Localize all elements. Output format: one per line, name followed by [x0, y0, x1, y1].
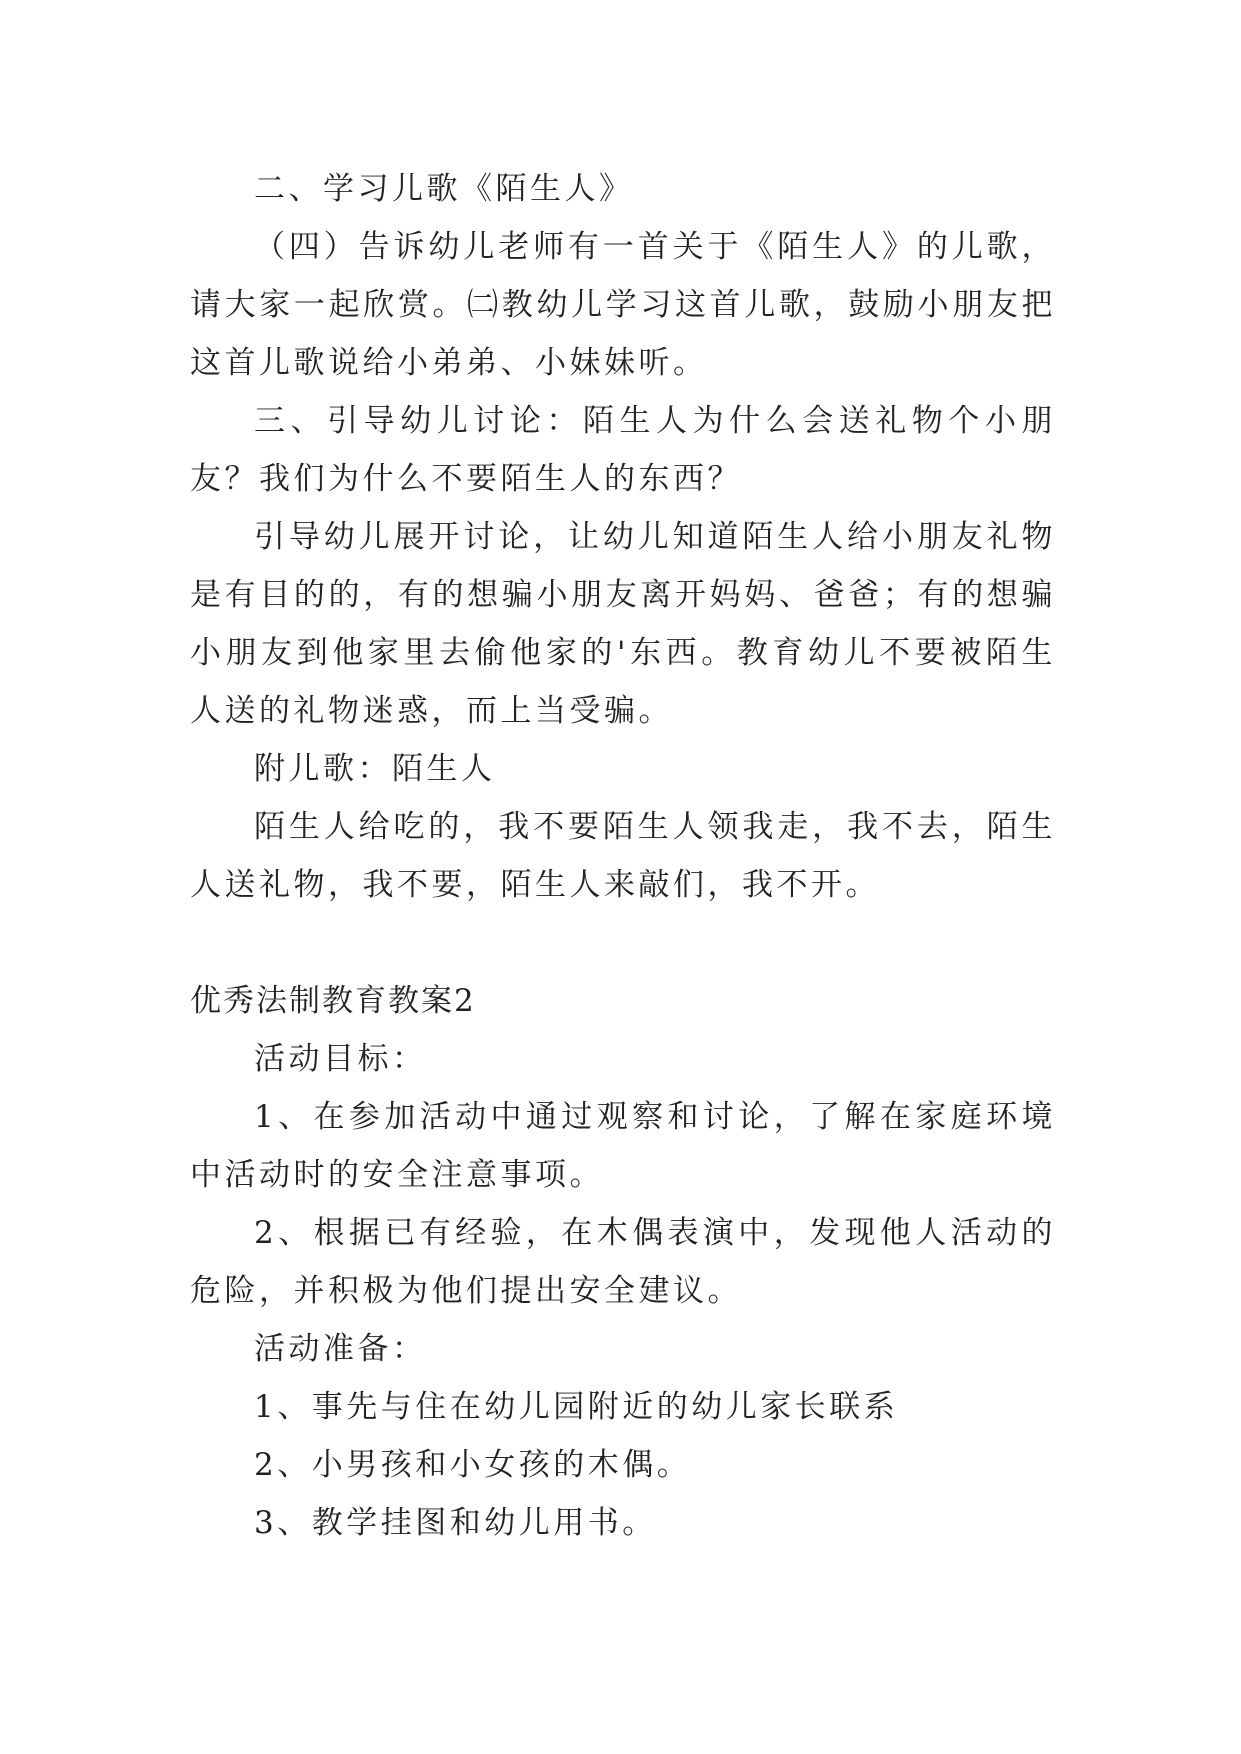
paragraph-song-intro: （四）告诉幼儿老师有一首关于《陌生人》的儿歌，请大家一起欣赏。㈡教幼儿学习这首儿歌，鼓励小朋友把这首儿歌说给小弟弟、小妹妹听。: [190, 229, 1056, 381]
goal-item-1: 1、在参加活动中通过观察和讨论，了解在家庭环境中活动时的安全注意事项。: [190, 1099, 1056, 1193]
section-heading-learn-song: 二、学习儿歌《陌生人》: [254, 171, 634, 207]
song-lyrics: 陌生人给吃的，我不要陌生人领我走，我不去，陌生人送礼物，我不要，陌生人来敲们，我不开。: [190, 809, 1056, 903]
preparation-item-3: 3、教学挂图和幼儿用书。: [254, 1505, 657, 1541]
goal-item-2: 2、根据已有经验，在木偶表演中，发现他人活动的危险，并积极为他们提出安全建议。: [190, 1215, 1056, 1309]
activity-goals-label: 活动目标：: [254, 1041, 427, 1077]
document-page: [190, 160, 1056, 1552]
preparation-item-1: 1、事先与住在幼儿园附近的幼儿家长联系: [254, 1389, 899, 1425]
preparation-item-2: 2、小男孩和小女孩的木偶。: [254, 1447, 692, 1483]
activity-preparation-label: 活动准备：: [254, 1331, 427, 1367]
document-section-title: 优秀法制教育教案2: [190, 983, 476, 1019]
song-title: 附儿歌：陌生人: [254, 751, 496, 787]
section-heading-discussion: 三、引导幼儿讨论：陌生人为什么会送礼物个小朋友？我们为什么不要陌生人的东西？: [190, 403, 1056, 497]
paragraph-discussion: 引导幼儿展开讨论，让幼儿知道陌生人给小朋友礼物是有目的的，有的想骗小朋友离开妈妈、爸爸；有的想骗小朋友到他家里去偷他家的'东西。教育幼儿不要被陌生人送的礼物迷惑，而上当受骗。: [190, 519, 1056, 729]
